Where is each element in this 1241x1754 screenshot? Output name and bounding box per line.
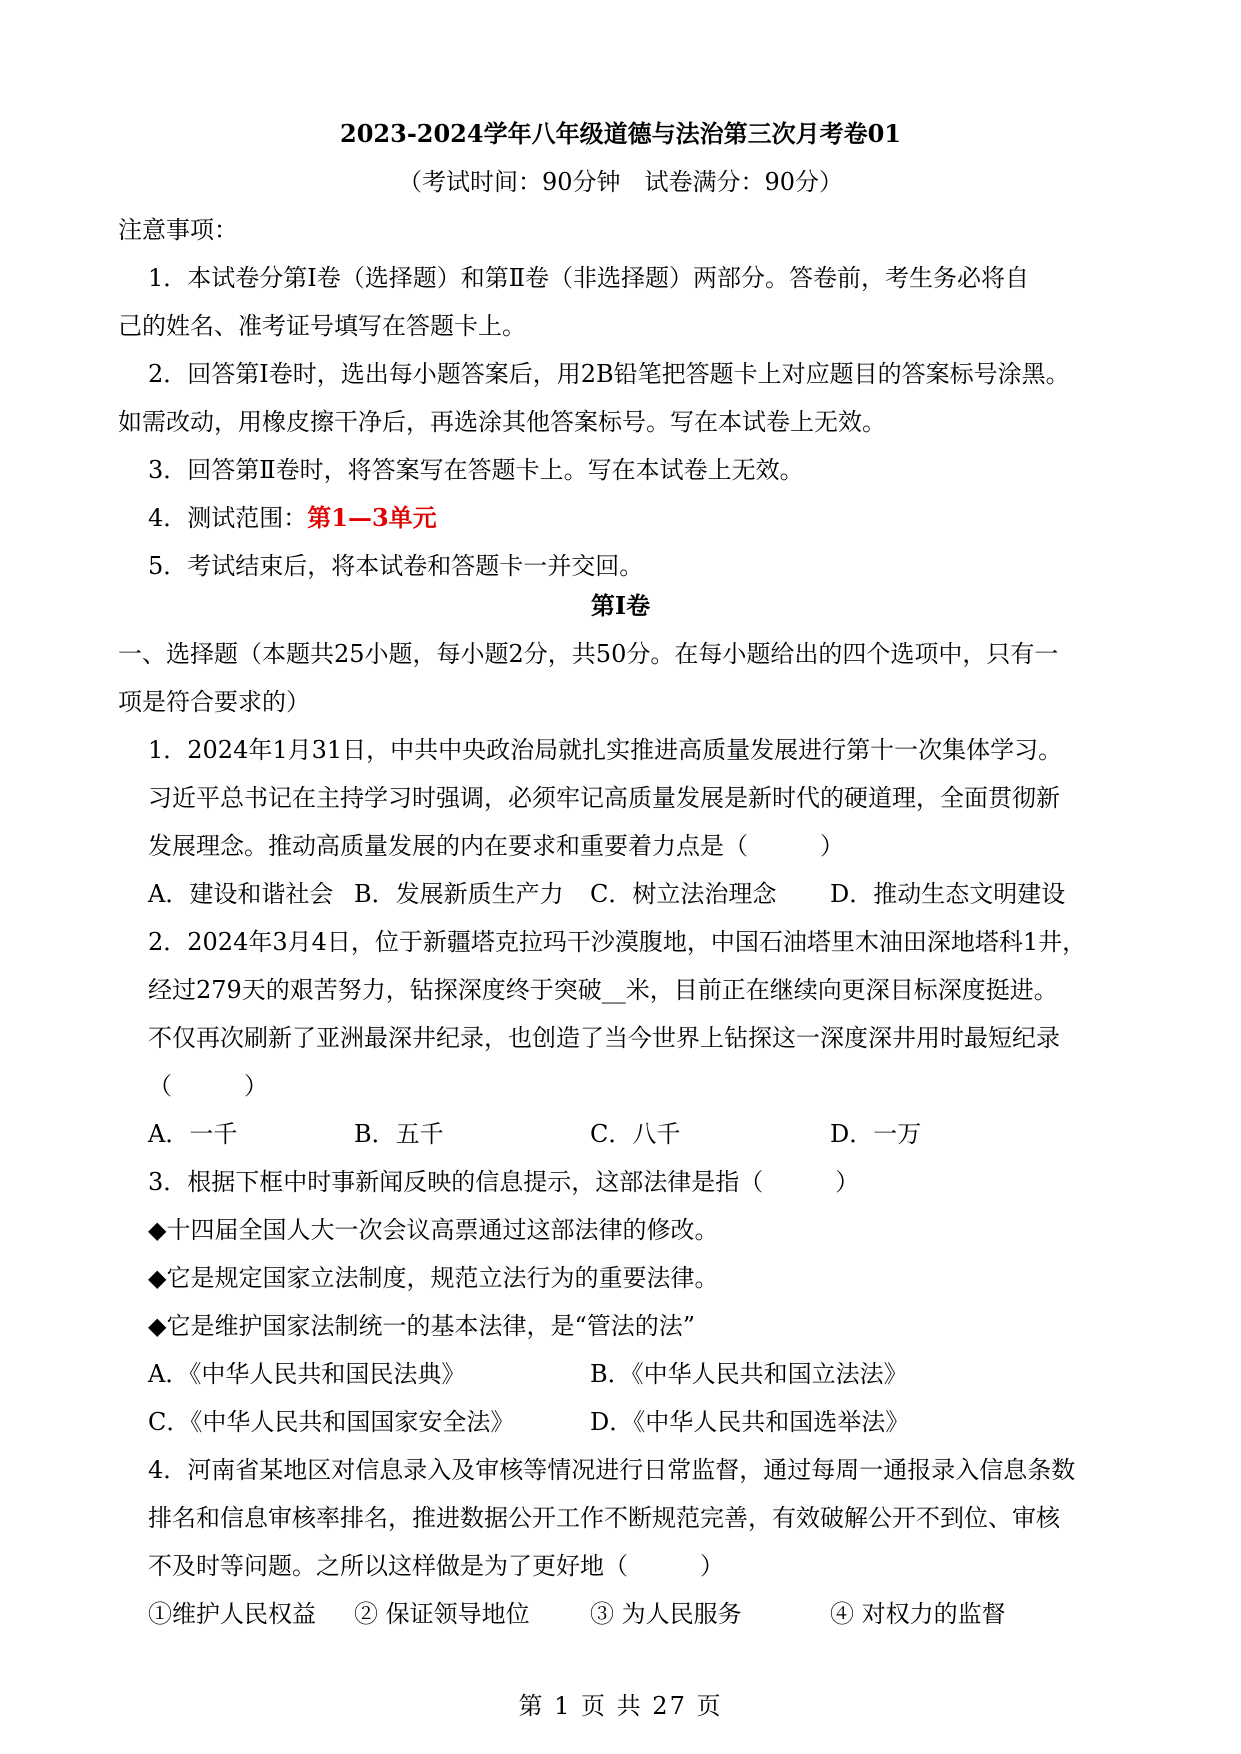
question-2-text: 不仅再次刷新了亚洲最深井纪录，也创造了当今世界上钻探这一深度深井用时最短纪录 xyxy=(148,1024,1060,1052)
notice-item: 5．考试结束后，将本试卷和答题卡一并交回。 xyxy=(148,552,644,580)
question-4-text: 排名和信息审核率排名，推进数据公开工作不断规范完善，有效破解公开不到位、审核 xyxy=(148,1504,1060,1532)
question-1-option-d: D．推动生态文明建设 xyxy=(830,880,1066,908)
scope-range: 第1—3单元 xyxy=(307,503,437,532)
page-title: 2023-2024学年八年级道德与法治第三次月考卷01 xyxy=(340,119,901,148)
question-3-text: 3．根据下框中时事新闻反映的信息提示，这部法律是指（ ） xyxy=(148,1168,860,1196)
question-4-text: 4．河南省某地区对信息录入及审核等情况进行日常监督，通过每周一通报录入信息条数 xyxy=(148,1456,1076,1484)
question-2-option-c: C．八千 xyxy=(590,1120,681,1148)
question-3-clue: ◆它是规定国家立法制度，规范立法行为的重要法律。 xyxy=(148,1264,719,1292)
notice-item: 2．回答第Ⅰ卷时，选出每小题答案后，用2B铅笔把答题卡上对应题目的答案标号涂黑。 xyxy=(148,360,1070,388)
question-1-text: 习近平总书记在主持学习时强调，必须牢记高质量发展是新时代的硬道理，全面贯彻新 xyxy=(148,784,1060,812)
question-2-option-d: D．一万 xyxy=(830,1120,922,1148)
question-3-clue: ◆十四届全国人大一次会议高票通过这部法律的修改。 xyxy=(148,1216,719,1244)
notice-item: 己的姓名、准考证号填写在答题卡上。 xyxy=(118,312,526,340)
question-3-option-d: D．《中华人民共和国选举法》 xyxy=(590,1408,910,1436)
section-intro: 一、选择题（本题共25小题，每小题2分，共50分。在每小题给出的四个选项中，只有一 xyxy=(118,640,1059,668)
question-1-option-a: A．建设和谐社会 xyxy=(148,880,334,908)
question-2-option-a: A．一千 xyxy=(148,1120,238,1148)
question-3-clue: ◆它是维护国家法制统一的基本法律，是“管法的法” xyxy=(148,1312,695,1340)
question-3-option-b: B．《中华人民共和国立法法》 xyxy=(590,1360,908,1388)
question-4-text: 不及时等问题。之所以这样做是为了更好地（ ） xyxy=(148,1552,724,1580)
question-3-option-a: A．《中华人民共和国民法典》 xyxy=(148,1360,466,1388)
notice-item: 1．本试卷分第Ⅰ卷（选择题）和第Ⅱ卷（非选择题）两部分。答卷前，考生务必将自 xyxy=(148,264,1030,292)
question-4-option-1: ①维护人民权益 xyxy=(148,1600,316,1628)
question-3-option-c: C．《中华人民共和国国家安全法》 xyxy=(148,1408,515,1436)
question-4-option-4: ④ 对权力的监督 xyxy=(830,1600,1006,1628)
exam-info: （考试时间：90分钟 试卷满分：90分） xyxy=(397,168,844,196)
question-1-text: 发展理念。推动高质量发展的内在要求和重要着力点是（ ） xyxy=(148,832,844,860)
question-2-text: 2．2024年3月4日，位于新疆塔克拉玛干沙漠腹地，中国石油塔里木油田深地塔科1井， xyxy=(148,928,1087,956)
question-2-text: 经过279天的艰苦努力，钻探深度终于突破__米，目前正在继续向更深目标深度挺进。 xyxy=(148,976,1058,1004)
notice-item: 如需改动，用橡皮擦干净后，再选涂其他答案标号。写在本试卷上无效。 xyxy=(118,408,886,436)
question-2-option-b: B．五千 xyxy=(354,1120,444,1148)
notice-item-scope xyxy=(148,502,437,534)
section-intro: 项是符合要求的） xyxy=(118,688,310,716)
scope-label: 4．测试范围： xyxy=(148,504,308,532)
question-1-option-c: C．树立法治理念 xyxy=(590,880,777,908)
question-1-text: 1．2024年1月31日，中共中央政治局就扎实推进高质量发展进行第十一次集体学习。 xyxy=(148,736,1063,764)
page-number: 第 1 页 共 27 页 xyxy=(518,1692,723,1720)
section-title: 第Ⅰ卷 xyxy=(590,591,651,620)
question-2-text: （ ） xyxy=(148,1072,268,1100)
notice-heading: 注意事项： xyxy=(118,216,238,244)
question-1-option-b: B．发展新质生产力 xyxy=(354,880,564,908)
notice-item: 3．回答第Ⅱ卷时，将答案写在答题卡上。写在本试卷上无效。 xyxy=(148,456,804,484)
question-4-option-2: ② 保证领导地位 xyxy=(354,1600,530,1628)
question-4-option-3: ③ 为人民服务 xyxy=(590,1600,742,1628)
